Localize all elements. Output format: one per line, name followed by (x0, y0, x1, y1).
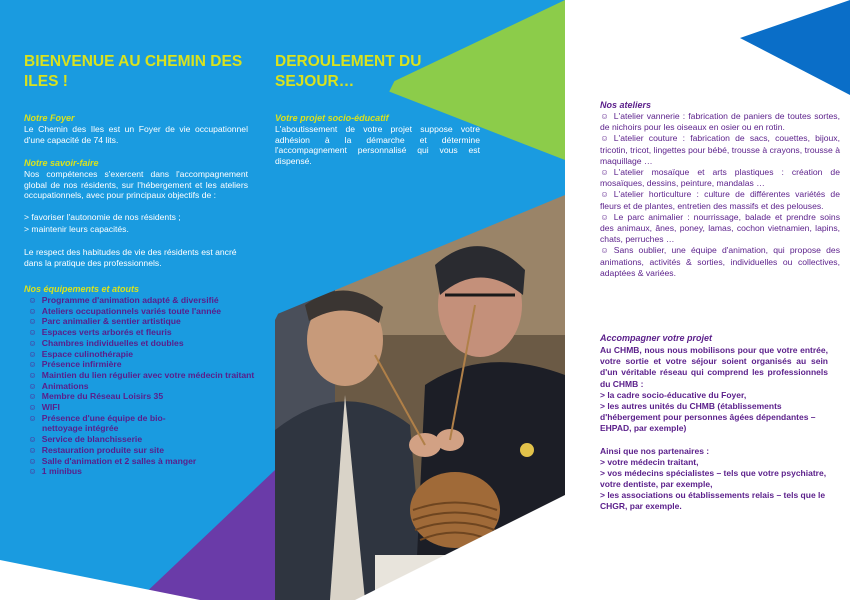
smiley-icon: ☺ (28, 327, 37, 338)
equipements-heading: Nos équipements et atouts (24, 284, 140, 294)
respect-text: Le respect des habitudes de vie des résidents est ancré dans la pratique des professionnels. (24, 247, 237, 268)
smiley-icon: ☺ (28, 402, 37, 413)
partenaires-bullet-2: > vos médecins spécialistes – tels que votre psychiatre, votre dentiste, par exemple, (600, 468, 827, 490)
smiley-icon: ☺ (28, 369, 37, 380)
smiley-icon: ☺ (28, 444, 37, 455)
smiley-icon: ☺ (28, 466, 37, 477)
smiley-icon: ☺ (28, 380, 37, 391)
smiley-icon: ☺ (600, 211, 609, 222)
foyer-heading: Notre Foyer (24, 113, 75, 123)
list-item: ☺ Parc animalier & sentier artistique (28, 316, 181, 327)
panel-sejour (275, 0, 565, 600)
list-item: ☺ Membre du Réseau Loisirs 35 (28, 391, 164, 402)
smiley-icon: ☺ (600, 245, 609, 256)
list-item: ☺ 1 minibus (28, 466, 82, 477)
list-item: ☺ Présence d'une équipe de bio-nettoyage intégrée (28, 412, 166, 434)
purple-triangle-decoration (138, 470, 275, 600)
partenaires-bullet-1: > votre médecin traitant, (600, 457, 699, 467)
savoir-faire-bullet-1: > favoriser l'autonomie de nos résidents ; (24, 212, 181, 222)
smiley-icon: ☺ (28, 412, 37, 423)
accompagner-bullet-2: > les autres unités du CHMB (établissements d'hébergement pour personnes âgées dépendantes – EHPAD, par exemple) (600, 401, 816, 434)
ateliers-heading: Nos ateliers (600, 100, 652, 110)
projet-heading: Votre projet socio-éducatif (275, 113, 389, 123)
smiley-icon: ☺ (600, 189, 609, 200)
accompagner-heading: Accompagner votre projet (600, 333, 713, 343)
list-item: ☺ L'atelier vannerie : fabrication de paniers de toutes sortes, de nichoirs pour les oiseaux en osier ou en rotin. (600, 111, 840, 133)
sejour-title: DEROULEMENT DU SEJOUR… (275, 53, 422, 90)
list-item: ☺ Service de blanchisserie (28, 434, 143, 445)
list-item: ☺ Présence infirmière (28, 359, 122, 370)
partenaires-text: Ainsi que nos partenaires : (600, 446, 710, 456)
smiley-icon: ☺ (28, 348, 37, 359)
list-item: ☺ Espace culinothérapie (28, 348, 134, 359)
list-item: ☺ L'atelier couture : fabrication de sacs, couettes, bijoux, tricotin, tricot, lingettes pour bébé, trousse à crayons, trousse à maquillage … (600, 133, 840, 166)
projet-text: L'aboutissement de votre projet suppose votre adhésion à la démarche et détermine l'accompagnement personnalisé qui vous est dispensé. (275, 124, 480, 166)
list-item: ☺ Sans oublier, une équipe d'animation, qui propose des animations, activités & sorties, individuelles ou collectives, adaptées & variées. (600, 245, 840, 278)
list-item: ☺ Restauration produite sur site (28, 444, 165, 455)
smiley-icon: ☺ (600, 111, 609, 121)
accompagner-bullet-1: > la cadre socio-éducative du Foyer, (600, 390, 747, 400)
smiley-icon: ☺ (28, 295, 37, 305)
list-item: ☺ Espaces verts arborés et fleuris (28, 327, 172, 338)
list-item: ☺ L'atelier mosaïque et arts plastiques : création de mosaïques, dessins, peinture, mandalas … (600, 167, 840, 189)
smiley-icon: ☺ (28, 455, 37, 466)
list-item: ☺ Maintien du lien régulier avec votre médecin traitant (28, 369, 255, 380)
smiley-icon: ☺ (600, 133, 609, 144)
list-item: ☺ Le parc animalier : nourrissage, balade et prendre soins des animaux, ânes, poney, lamas, cochon vietnamien, lapins, chats, perruches … (600, 211, 840, 245)
list-item: ☺ Ateliers occupationnels variés toute l'année (28, 305, 222, 316)
smiley-icon: ☺ (28, 391, 37, 402)
list-item: ☺ WIFI (28, 402, 60, 413)
ateliers-list (600, 111, 840, 279)
list-item: ☺ L'atelier horticulture : culture de différentes variétés de fleurs et de plantes, entretien des massifs et des pelouses. (600, 189, 840, 211)
foyer-text: Le Chemin des Iles est un Foyer de vie occupationnel d'une capacité de 74 lits. (24, 124, 248, 145)
list-item: ☺ Programme d'animation adapté & diversifié (28, 295, 219, 305)
list-item: ☺ Chambres individuelles et doubles (28, 337, 184, 348)
equipements-list (28, 295, 258, 477)
savoir-faire-heading: Notre savoir-faire (24, 158, 99, 168)
accompagner-text: Au CHMB, nous nous mobilisons pour que votre entrée, votre sortie et votre séjour soient organisés au sein d'un véritable réseau qui comprend les professionnels du CHMB : (600, 345, 828, 389)
blue-triangle-decoration (740, 0, 850, 95)
list-item: ☺ Animations (28, 380, 89, 391)
smiley-icon: ☺ (28, 305, 37, 316)
smiley-icon: ☺ (28, 359, 37, 370)
partenaires-bullet-3: > les associations ou établissements relais – tels que le CHGR, par exemple. (600, 490, 826, 512)
list-item: ☺ Salle d'animation et 2 salles à manger (28, 455, 197, 466)
savoir-faire-text: Nos compétences s'exercent dans l'accompagnement global de nos résidents, sur l'hébergement et les ateliers occupationnels, avec pour principaux objectifs de : (24, 169, 248, 201)
smiley-icon: ☺ (28, 316, 37, 327)
savoir-faire-bullet-2: > maintenir leurs capacités. (24, 224, 129, 234)
smiley-icon: ☺ (28, 434, 37, 445)
panel-ateliers (565, 0, 850, 600)
smiley-icon: ☺ (28, 337, 37, 348)
welcome-title: BIENVENUE AU CHEMIN DES ILES ! (24, 53, 243, 90)
panel-welcome (0, 0, 275, 600)
smiley-icon: ☺ (600, 167, 609, 178)
